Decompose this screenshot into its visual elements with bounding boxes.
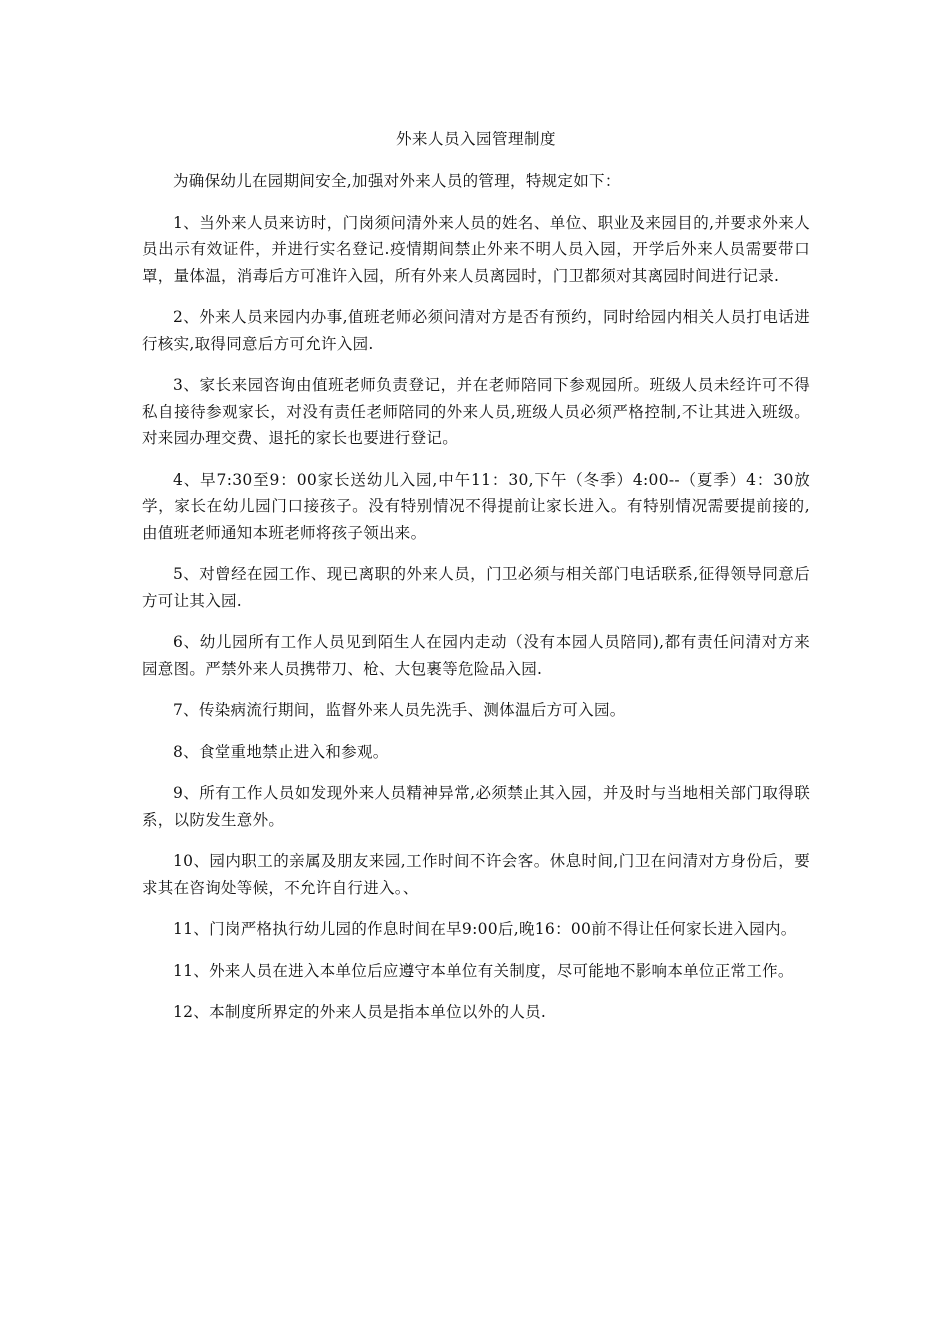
- rule-item-1: 1、当外来人员来访时，门岗须问清外来人员的姓名、单位、职业及来园目的,并要求外来人员出示有效证件，并进行实名登记.疫情期间禁止外来不明人员入园，开学后外来人员需要带口罩，量体温，消毒后方可准许入园，所有外来人员离园时，门卫都须对其离园时间进行记录.: [142, 213, 810, 285]
- rule-item-7: 7、传染病流行期间，监督外来人员先洗手、测体温后方可入园。: [173, 701, 626, 719]
- rule-item-9: 9、所有工作人员如发现外来人员精神异常,必须禁止其入园，并及时与当地相关部门取得联系，以防发生意外。: [142, 784, 810, 829]
- rule-item-6: 6、幼儿园所有工作人员见到陌生人在园内走动（没有本园人员陪同),都有责任问清对方来园意图。严禁外来人员携带刀、枪、大包裹等危险品入园.: [142, 633, 810, 678]
- intro-paragraph: 为确保幼儿在园期间安全,加强对外来人员的管理，特规定如下：: [173, 172, 621, 190]
- rule-item-11b: 11、外来人员在进入本单位后应遵守本单位有关制度，尽可能地不影响本单位正常工作。: [173, 961, 794, 980]
- document-title: 外来人员入园管理制度: [395, 130, 556, 148]
- rule-item-8: 8、食堂重地禁止进入和参观。: [173, 742, 389, 761]
- rule-item-5: 5、对曾经在园工作、现已离职的外来人员，门卫必须与相关部门电话联系,征得领导同意后方可让其入园.: [142, 565, 810, 610]
- rule-item-11a: 11、门岗严格执行幼儿园的作息时间在早9:00后,晚16：00前不得让任何家长进入园内。: [173, 920, 797, 938]
- rule-item-12: 12、本制度所界定的外来人员是指本单位以外的人员.: [173, 1003, 547, 1021]
- rule-item-10: 10、园内职工的亲属及朋友来园,工作时间不许会客。休息时间,门卫在问清对方身份后，要求其在咨询处等候，不允许自行进入。、: [142, 852, 810, 897]
- rule-item-3: 3、家长来园咨询由值班老师负责登记，并在老师陪同下参观园所。班级人员未经许可不得私自接待参观家长，对没有责任老师陪同的外来人员,班级人员必须严格控制,不让其进入班级。对来园办理交费、退托的家长也要进行登记。: [142, 376, 810, 447]
- document-body: [142, 126, 810, 1041]
- rule-item-4: 4、早7:30至9：00家长送幼儿入园,中午11：30,下午（冬季）4:00--（夏季）4：30放学，家长在幼儿园门口接孩子。没有特别情况不得提前让家长进入。有特别情况需要提前接的,由值班老师通知本班老师将孩子领出来。: [142, 470, 810, 542]
- rule-item-2: 2、外来人员来园内办事,值班老师必须问清对方是否有预约，同时给园内相关人员打电话进行核实,取得同意后方可允许入园.: [142, 308, 810, 353]
